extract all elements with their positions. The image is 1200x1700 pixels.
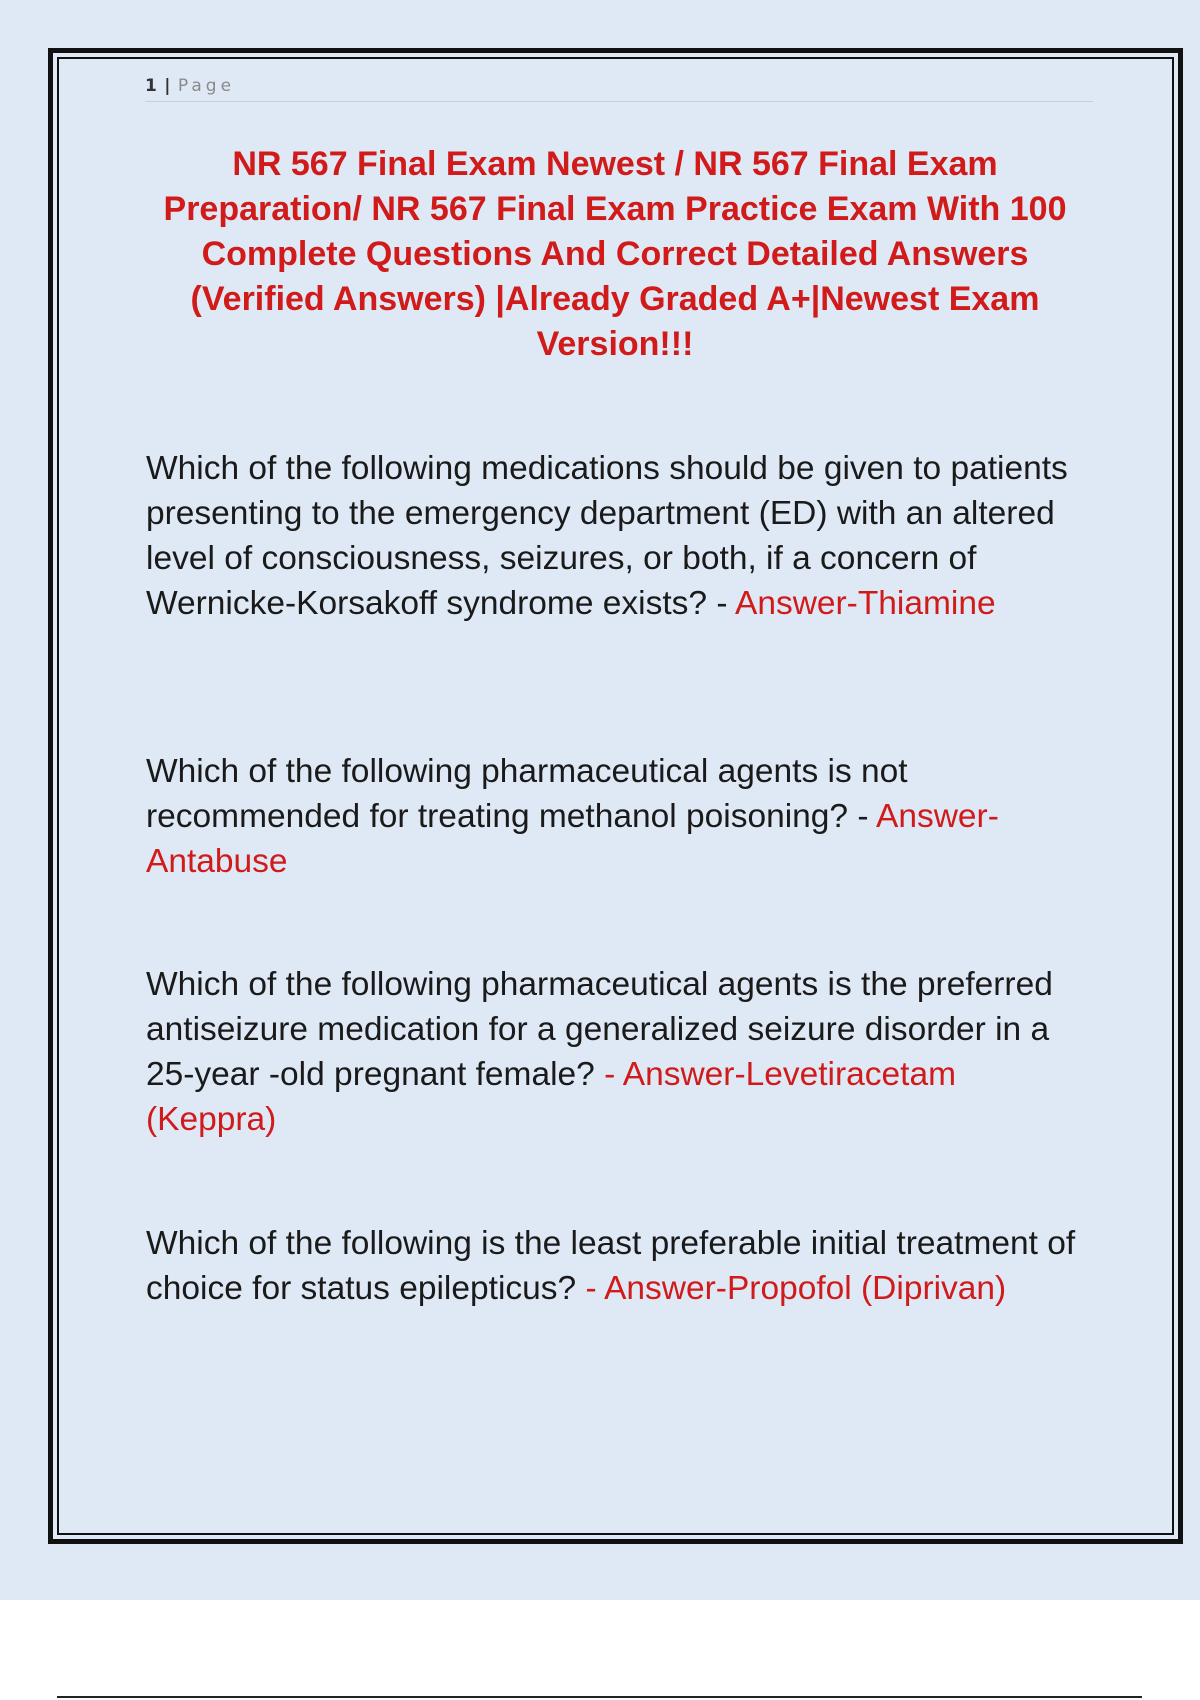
page-label: Page bbox=[177, 76, 236, 96]
question-text: Which of the following medications should be given to patients presenting to the emergency department (ED) with an altered level of consciousness, seizures, or both, if a concern of Wernicke-Korsakoff syndrome exists? - bbox=[146, 450, 1068, 622]
answer-text: - Answer-Levetiracetam (Keppra) bbox=[146, 1056, 957, 1138]
page-header bbox=[145, 74, 1093, 102]
next-page-rule bbox=[57, 1696, 1142, 1698]
question-text: Which of the following is the least preferable initial treatment of choice for status epilepticus? bbox=[146, 1225, 1076, 1307]
document-title: NR 567 Final Exam Newest / NR 567 Final Exam Preparation/ NR 567 Final Exam Practice Exam With 100 Complete Questions And Correct Detailed Answers (Verified Answers) |Already Graded A+|Newest Exam Version!!! bbox=[163, 145, 1067, 363]
answer-text: Answer-Antabuse bbox=[146, 798, 999, 880]
answer-text: Answer-Thiamine bbox=[734, 585, 996, 622]
qa-item bbox=[146, 749, 1091, 884]
question-text: Which of the following pharmaceutical agents is not recommended for treating methanol poisoning? - bbox=[146, 753, 908, 835]
qa-item bbox=[146, 446, 1091, 626]
answer-text: - Answer-Propofol (Diprivan) bbox=[585, 1270, 1007, 1307]
qa-item bbox=[146, 962, 1091, 1142]
page-number: 1 bbox=[145, 76, 157, 96]
page-separator: | bbox=[164, 76, 171, 96]
qa-item bbox=[146, 1221, 1091, 1311]
question-text: Which of the following pharmaceutical agents is the preferred antiseizure medication for a generalized seizure disorder in a 25-year -old pregnant female? bbox=[146, 966, 1053, 1093]
